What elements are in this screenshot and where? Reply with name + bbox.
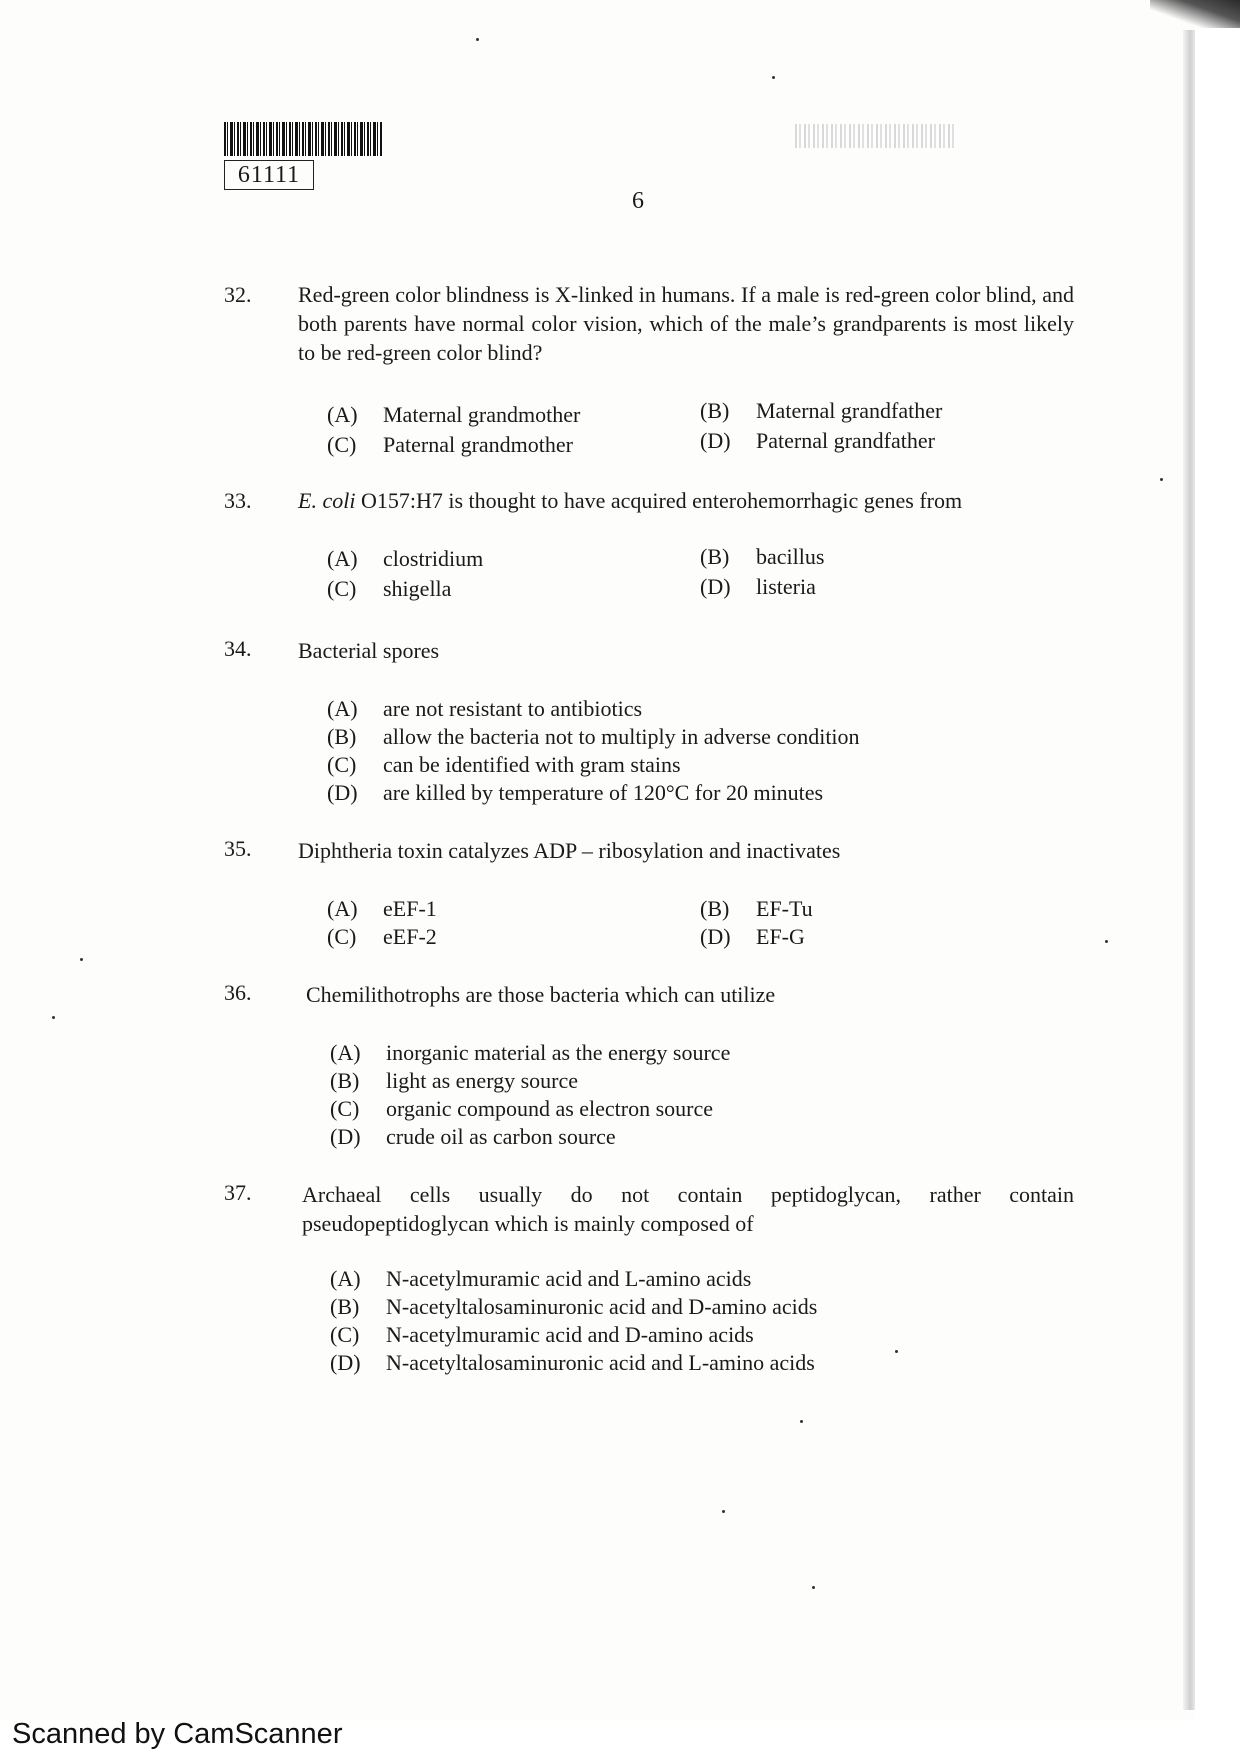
option: (C) organic compound as electron source: [330, 1096, 714, 1121]
scan-speck: [1105, 940, 1108, 943]
scan-speck: [895, 1350, 898, 1353]
question-number: 37.: [224, 1180, 252, 1205]
scan-speck: [772, 76, 775, 79]
question-text: Red-green color blindness is X-linked in humans. If a male is red-green color blind, and both parents have normal color vision, which of the male’s grandparents is most likely to be red-green color blind?: [298, 282, 1074, 365]
option: (B) light as energy source: [330, 1068, 579, 1093]
option: (B) bacillus: [700, 544, 825, 569]
option: (A) are not resistant to antibiotics: [327, 696, 643, 721]
scan-speck: [52, 1016, 55, 1019]
option: (B) EF-Tu: [700, 896, 813, 921]
paper-code: 61111: [224, 160, 314, 190]
option: (A) clostridium: [327, 546, 484, 571]
scan-speck: [476, 38, 479, 41]
page-number: 6: [632, 188, 644, 214]
option: (D) listeria: [700, 574, 816, 599]
question-number: 36.: [224, 980, 252, 1005]
question-text: Chemilithotrophs are those bacteria which can utilize: [306, 982, 776, 1007]
question-number: 35.: [224, 836, 252, 861]
scanner-watermark: Scanned by CamScanner: [12, 1718, 343, 1750]
option: (D) N-acetyltalosaminuronic acid and L-amino acids: [330, 1350, 815, 1375]
option: (D) Paternal grandfather: [700, 428, 935, 453]
option: (C) N-acetylmuramic acid and D-amino acids: [330, 1322, 754, 1347]
option: (C) eEF-2: [327, 924, 437, 949]
option: (C) Paternal grandmother: [327, 432, 573, 457]
scan-speck: [800, 1420, 803, 1423]
corner-shadow: [1150, 0, 1240, 28]
option: (A) eEF-1: [327, 896, 437, 921]
option: (D) crude oil as carbon source: [330, 1124, 616, 1149]
scan-speck: [722, 1510, 725, 1513]
option: (C) shigella: [327, 576, 452, 601]
option: (A) inorganic material as the energy source: [330, 1040, 731, 1065]
question-number: 32.: [224, 282, 252, 307]
question-text: Bacterial spores: [298, 638, 440, 663]
option: (A) Maternal grandmother: [327, 402, 581, 427]
question-text: Diphtheria toxin catalyzes ADP – ribosylation and inactivates: [298, 838, 841, 863]
faded-barcode: [795, 124, 955, 148]
question-number: 34.: [224, 636, 252, 661]
scan-speck: [1160, 478, 1163, 481]
option: (D) are killed by temperature of 120°C for 20 minutes: [327, 780, 824, 805]
option: (A) N-acetylmuramic acid and L-amino acids: [330, 1266, 752, 1291]
barcode: [224, 122, 382, 156]
scan-speck: [80, 958, 83, 961]
option: (D) EF-G: [700, 924, 805, 949]
question-text: E. coli O157:H7 is thought to have acquired enterohemorrhagic genes from: [298, 488, 963, 513]
option: (B) N-acetyltalosaminuronic acid and D-amino acids: [330, 1294, 818, 1319]
question-number: 33.: [224, 488, 252, 513]
question-text: Archaeal cells usually do not contain peptidoglycan, rather contain pseudopeptidoglycan which is mainly composed of: [302, 1182, 1074, 1236]
option: (C) can be identified with gram stains: [327, 752, 681, 777]
scan-speck: [812, 1586, 815, 1589]
page-edge: [1183, 30, 1195, 1710]
option: (B) Maternal grandfather: [700, 398, 943, 423]
option: (B) allow the bacteria not to multiply in adverse condition: [327, 724, 860, 749]
